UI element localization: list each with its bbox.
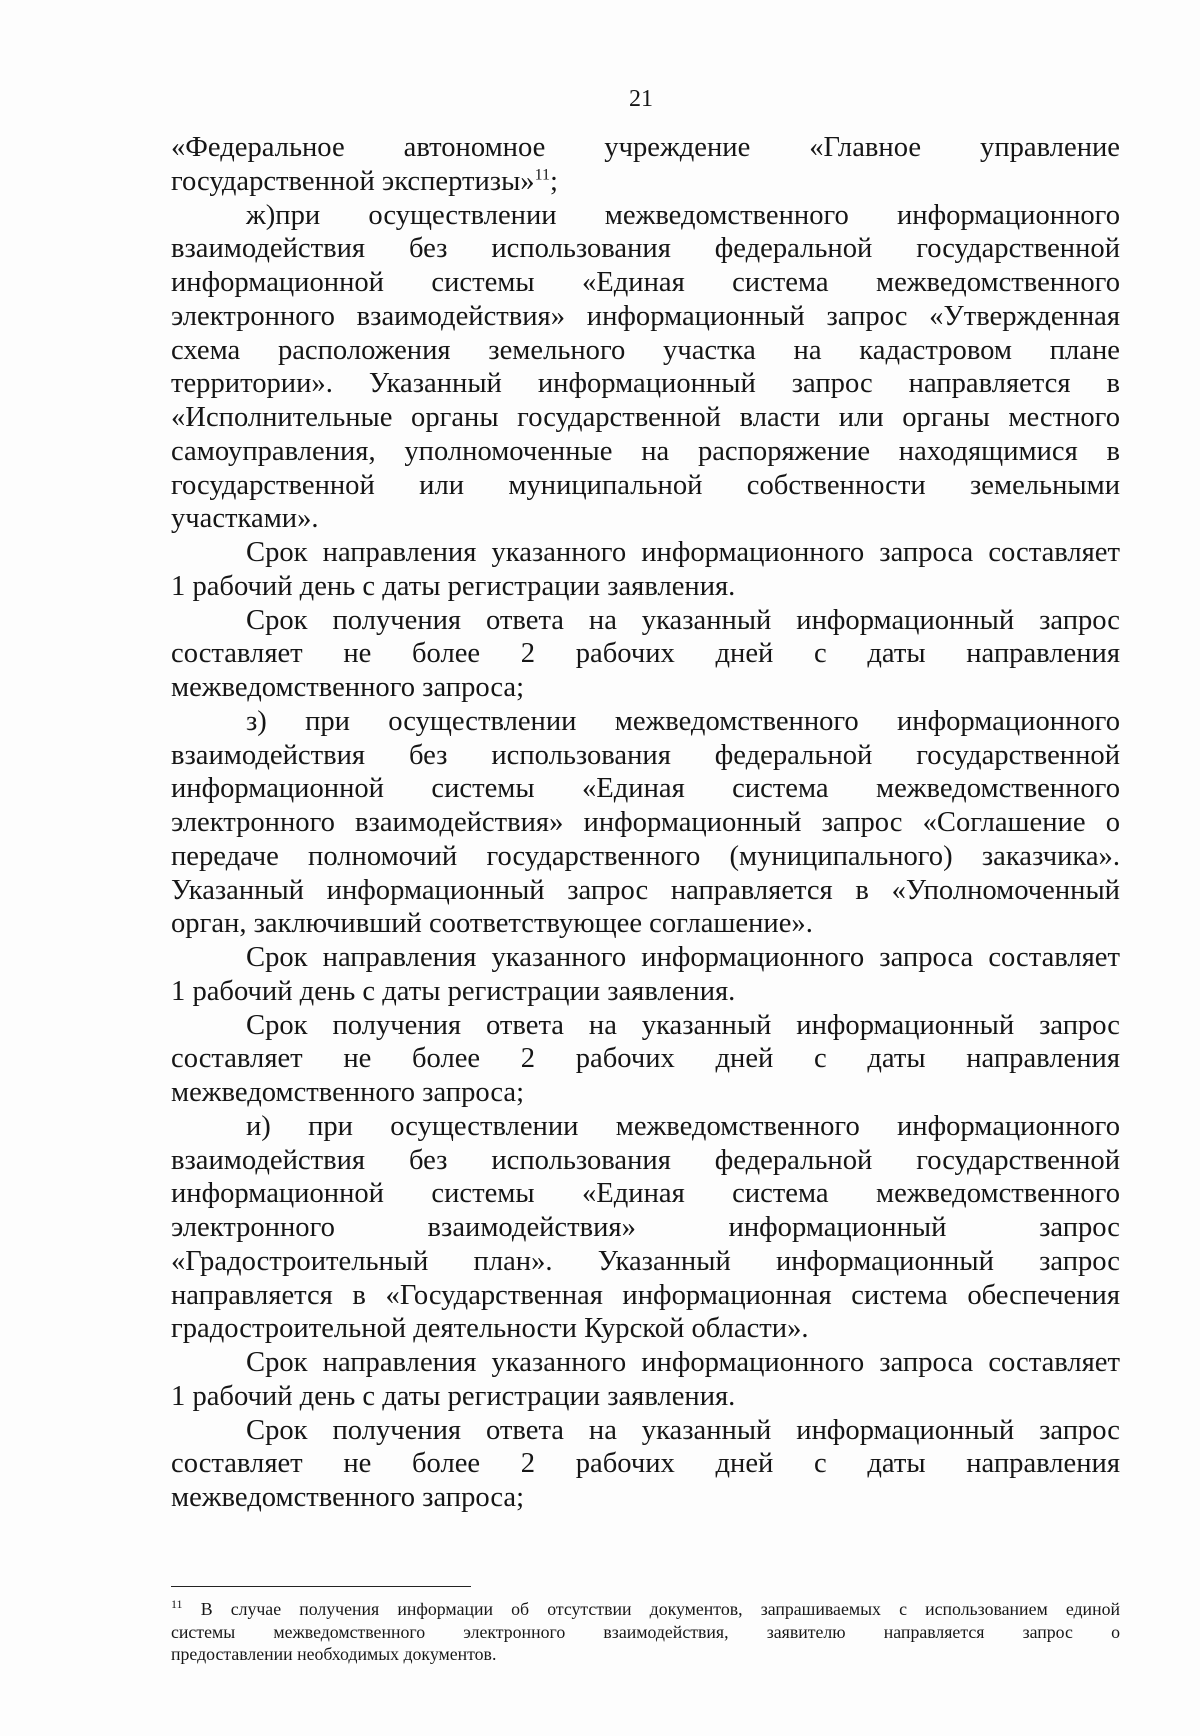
text-line	[171, 840, 1120, 874]
text-line-content: информационной системы «Единая система межведомственного	[171, 1178, 1120, 1210]
text-line-content: «Федеральное автономное учреждение «Главное управление	[171, 132, 1120, 163]
footnote-line-content: В случае получения информации об отсутствии документов, запрашиваемых с использованием единой	[182, 1599, 1120, 1619]
text-line	[171, 671, 1120, 705]
text-line	[171, 300, 1120, 334]
footnote-marker: 11	[171, 1597, 183, 1612]
text-line-content: 1 рабочий день с даты регистрации заявления.	[171, 570, 736, 602]
text-line-content: электронного взаимодействия» информационный запрос	[171, 1212, 1120, 1243]
text-line	[171, 469, 1120, 503]
text-line	[171, 1346, 1120, 1380]
text-line	[171, 1110, 1120, 1144]
text-line	[171, 739, 1120, 773]
text-line	[171, 1481, 1120, 1515]
text-line	[171, 165, 1120, 199]
text-line	[171, 502, 1120, 536]
text-line	[171, 401, 1120, 435]
text-line-content: самоуправления, уполномоченные на распоряжение находящимися в	[171, 435, 1120, 467]
footnote-line	[171, 1643, 1120, 1666]
text-line-content: передаче полномочий государственного (муниципального) заказчика».	[171, 840, 1120, 872]
text-line-content: Срок направления указанного информационного запроса составляет	[246, 942, 1120, 973]
footnote-line-content: предоставлении необходимых документов.	[171, 1644, 497, 1664]
text-line	[171, 705, 1120, 739]
text-line-content: «Исполнительные органы государственной власти или органы местного	[171, 402, 1120, 433]
footnote-line	[171, 1621, 1120, 1644]
text-line-content: составляет не более 2 рабочих дней с даты направления	[171, 1448, 1120, 1480]
text-line	[171, 232, 1120, 266]
text-line-content: Срок направления указанного информационного запроса составляет	[246, 1347, 1120, 1378]
text-line	[171, 1211, 1120, 1245]
text-line-content: межведомственного запроса;	[171, 672, 525, 703]
text-line-content: градостроительной деятельности Курской области».	[171, 1313, 809, 1345]
text-line	[171, 1279, 1120, 1313]
text-line	[171, 1447, 1120, 1481]
text-line	[171, 604, 1120, 638]
text-line	[171, 941, 1120, 975]
text-line	[171, 1144, 1120, 1178]
text-line-content: Срок получения ответа на указанный информационный запрос	[246, 1414, 1120, 1446]
text-line-content: межведомственного запроса;	[171, 1482, 525, 1513]
text-line-content: электронного взаимодействия» информационный запрос «Соглашение о	[171, 807, 1120, 838]
footnote-reference: 11	[534, 166, 550, 184]
text-line	[171, 570, 1120, 604]
text-line-content: электронного взаимодействия» информационный запрос «Утвержденная	[171, 300, 1120, 332]
text-line	[171, 772, 1120, 806]
punctuation: ;	[550, 165, 558, 197]
text-line-content: составляет не более 2 рабочих дней с даты направления	[171, 638, 1120, 670]
text-line-content: взаимодействия без использования федеральной государственной	[171, 233, 1120, 265]
text-line-content: схема расположения земельного участка на кадастровом плане	[171, 334, 1120, 366]
text-line-content: «Градостроительный план». Указанный информационный запрос	[171, 1245, 1120, 1277]
text-line	[171, 637, 1120, 671]
text-line	[171, 1177, 1120, 1211]
text-line	[171, 334, 1120, 368]
text-line	[171, 199, 1120, 233]
text-line-content: и) при осуществлении межведомственного информационного	[246, 1110, 1120, 1142]
text-line-content: межведомственного запроса;	[171, 1077, 525, 1108]
text-line-content: ж)при осуществлении межведомственного информационного	[246, 199, 1120, 231]
text-line	[171, 536, 1120, 570]
text-line-content: направляется в «Государственная информационная система обеспечения	[171, 1279, 1120, 1311]
text-line	[171, 1245, 1120, 1279]
text-line	[171, 266, 1120, 300]
text-line-content: участками».	[171, 503, 319, 535]
text-line	[171, 975, 1120, 1009]
text-line-content: информационной системы «Единая система межведомственного	[171, 267, 1120, 298]
text-line-content: орган, заключивший соответствующее соглашение».	[171, 908, 813, 940]
footnote-separator	[171, 1586, 471, 1587]
page-number: 21	[629, 86, 653, 112]
footnote-line	[171, 1598, 1120, 1621]
text-line	[171, 367, 1120, 401]
text-line-content: государственной экспертизы»	[171, 165, 535, 197]
text-line-content: информационной системы «Единая система межведомственного	[171, 773, 1120, 805]
text-line	[171, 1312, 1120, 1346]
text-line-content: составляет не более 2 рабочих дней с даты направления	[171, 1043, 1120, 1075]
text-line-content: з) при осуществлении межведомственного информационного	[246, 705, 1120, 737]
text-line	[171, 1009, 1120, 1043]
text-line-content: Указанный информационный запрос направляется в «Уполномоченный	[171, 874, 1120, 906]
text-line	[171, 1414, 1120, 1448]
text-line	[171, 874, 1120, 908]
footnote-line-content: системы межведомственного электронного взаимодействия, заявителю направляется запрос о	[171, 1621, 1120, 1642]
text-line-content: Срок получения ответа на указанный информационный запрос	[246, 604, 1120, 636]
text-line-content: 1 рабочий день с даты регистрации заявления.	[171, 975, 736, 1007]
text-line-content: 1 рабочий день с даты регистрации заявления.	[171, 1380, 736, 1412]
text-line-content: территории». Указанный информационный запрос направляется в	[171, 368, 1120, 400]
text-line	[171, 1380, 1120, 1414]
text-line-content: взаимодействия без использования федеральной государственной	[171, 739, 1120, 771]
text-line-content: взаимодействия без использования федеральной государственной	[171, 1144, 1120, 1176]
text-line	[171, 435, 1120, 469]
text-line-content: Срок получения ответа на указанный информационный запрос	[246, 1009, 1120, 1041]
text-line	[171, 806, 1120, 840]
text-line	[171, 131, 1120, 165]
footnote	[171, 1598, 1120, 1666]
text-line-content: Срок направления указанного информационного запроса составляет	[246, 537, 1120, 568]
text-line	[171, 907, 1120, 941]
text-line	[171, 1076, 1120, 1110]
text-line	[171, 1042, 1120, 1076]
text-line-content: государственной или муниципальной собственности земельными	[171, 469, 1120, 501]
body-text	[171, 131, 1120, 1515]
